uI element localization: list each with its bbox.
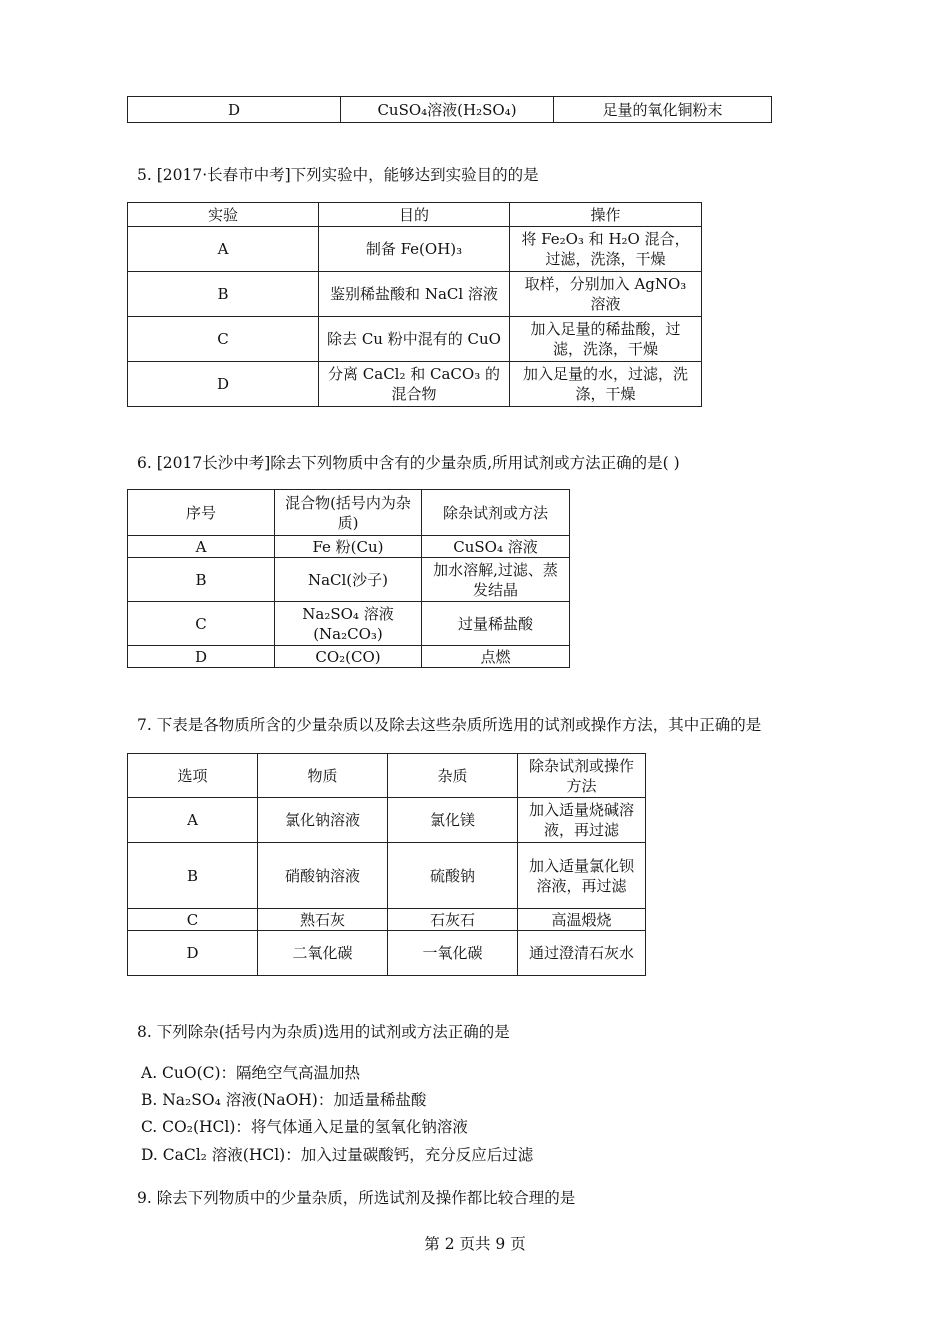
q6-title: 6. [2017长沙中考]除去下列物质中含有的少量杂质,所用试剂或方法正确的是( )	[137, 454, 680, 472]
top-table	[127, 96, 772, 123]
q8-option-c: C. CO₂(HCl)：将气体通入足量的氢氧化钠溶液	[141, 1118, 468, 1136]
q5-cell: 将 Fe₂O₃ 和 H₂O 混合，过滤，洗涤，干燥	[510, 227, 702, 272]
q7-cell: 熟石灰	[258, 909, 388, 931]
q7-cell: 加入适量氯化钡溶液，再过滤	[518, 843, 646, 909]
q5-cell: 除去 Cu 粉中混有的 CuO	[319, 317, 510, 362]
q7-cell: 高温煅烧	[518, 909, 646, 931]
q6-cell: A	[128, 536, 275, 558]
q7-cell: 二氧化碳	[258, 931, 388, 976]
q6-cell: D	[128, 646, 275, 668]
q7-cell: 石灰石	[388, 909, 518, 931]
q5-cell: 加入足量的水，过滤，洗涤，干燥	[510, 362, 702, 407]
q6-table	[127, 489, 570, 668]
q5-table	[127, 202, 702, 407]
q5-cell: B	[128, 272, 319, 317]
q6-cell: NaCl(沙子)	[275, 558, 422, 602]
q7-cell: 氯化镁	[388, 798, 518, 843]
q7-cell: A	[128, 798, 258, 843]
q7-cell: C	[128, 909, 258, 931]
q8-title: 8. 下列除杂(括号内为杂质)选用的试剂或方法正确的是	[137, 1023, 510, 1041]
page-footer: 第 2 页共 9 页	[424, 1235, 526, 1253]
q7-cell: 硫酸钠	[388, 843, 518, 909]
q7-cell: 通过澄清石灰水	[518, 931, 646, 976]
q5-title: 5. [2017·长春市中考]下列实验中，能够达到实验目的的是	[137, 166, 539, 184]
q5-cell: 取样，分别加入 AgNO₃ 溶液	[510, 272, 702, 317]
q5-cell: A	[128, 227, 319, 272]
q6-cell: 加水溶解,过滤、蒸发结晶	[422, 558, 570, 602]
q7-title: 7. 下表是各物质所含的少量杂质以及除去这些杂质所选用的试剂或操作方法，其中正确的是	[137, 716, 762, 734]
q6-header: 除杂试剂或方法	[422, 490, 570, 536]
top-table-substance: CuSO₄溶液(H₂SO₄)	[341, 97, 554, 123]
q7-header: 杂质	[388, 754, 518, 798]
q7-cell: D	[128, 931, 258, 976]
q6-cell: C	[128, 602, 275, 646]
q5-cell: 制备 Fe(OH)₃	[319, 227, 510, 272]
q7-header: 除杂试剂或操作方法	[518, 754, 646, 798]
q5-header: 操作	[510, 203, 702, 227]
q7-cell: 硝酸钠溶液	[258, 843, 388, 909]
q6-header: 混合物(括号内为杂质)	[275, 490, 422, 536]
q5-cell: C	[128, 317, 319, 362]
q7-cell: 氯化钠溶液	[258, 798, 388, 843]
q8-option-a: A. CuO(C)：隔绝空气高温加热	[141, 1064, 361, 1082]
q5-cell: D	[128, 362, 319, 407]
q7-header: 物质	[258, 754, 388, 798]
q6-cell: Fe 粉(Cu)	[275, 536, 422, 558]
q9-title: 9. 除去下列物质中的少量杂质，所选试剂及操作都比较合理的是	[137, 1189, 576, 1207]
top-table-method: 足量的氧化铜粉末	[554, 97, 772, 123]
q6-header: 序号	[128, 490, 275, 536]
q7-table	[127, 753, 646, 976]
q5-header: 目的	[319, 203, 510, 227]
q6-cell: Na₂SO₄ 溶液(Na₂CO₃)	[275, 602, 422, 646]
q6-cell: 过量稀盐酸	[422, 602, 570, 646]
q6-cell: CO₂(CO)	[275, 646, 422, 668]
q8-option-b: B. Na₂SO₄ 溶液(NaOH)：加适量稀盐酸	[141, 1091, 427, 1109]
q7-header: 选项	[128, 754, 258, 798]
q7-cell: 加入适量烧碱溶液，再过滤	[518, 798, 646, 843]
q7-cell: B	[128, 843, 258, 909]
q5-header: 实验	[128, 203, 319, 227]
q8-option-d: D. CaCl₂ 溶液(HCl)：加入过量碳酸钙，充分反应后过滤	[141, 1146, 534, 1164]
q6-cell: CuSO₄ 溶液	[422, 536, 570, 558]
q5-cell: 加入足量的稀盐酸，过滤，洗涤，干燥	[510, 317, 702, 362]
q7-cell: 一氧化碳	[388, 931, 518, 976]
q6-cell: 点燃	[422, 646, 570, 668]
q5-cell: 分离 CaCl₂ 和 CaCO₃ 的混合物	[319, 362, 510, 407]
q6-cell: B	[128, 558, 275, 602]
top-table-option: D	[128, 97, 341, 123]
q5-cell: 鉴别稀盐酸和 NaCl 溶液	[319, 272, 510, 317]
